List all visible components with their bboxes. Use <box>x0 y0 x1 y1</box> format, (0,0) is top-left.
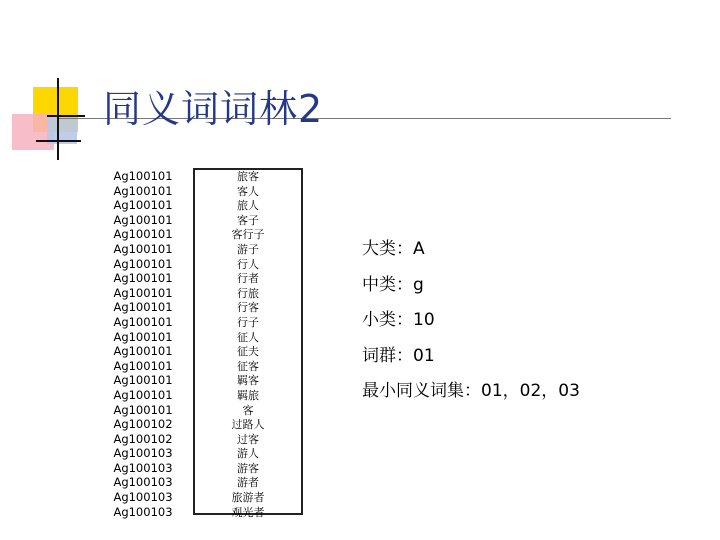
word-cell: 过路人 <box>231 418 265 432</box>
word-cell: 征人 <box>237 330 259 344</box>
code-cell: Ag100101 <box>113 169 173 183</box>
word-cell: 征客 <box>237 359 259 373</box>
word-cell: 过客 <box>237 432 259 446</box>
code-cell: Ag100103 <box>113 446 173 461</box>
word-cell: 客人 <box>237 184 259 198</box>
code-cell: Ag100101 <box>113 387 173 402</box>
word-cell: 客子 <box>237 213 259 227</box>
classification-info <box>362 232 580 410</box>
slide-title: 同义词词林2 <box>103 87 324 131</box>
word-cell: 羁旅 <box>237 388 259 402</box>
code-cell: Ag100101 <box>113 271 173 286</box>
word-column <box>195 170 301 520</box>
code-cell: Ag100102 <box>113 431 173 446</box>
word-cell: 客 <box>242 403 254 417</box>
code-cell: Ag100103 <box>113 460 173 475</box>
word-cell: 游子 <box>237 242 259 256</box>
code-cell: Ag100101 <box>113 402 173 417</box>
code-cell: Ag100101 <box>113 227 173 242</box>
code-cell: Ag100102 <box>113 417 173 432</box>
code-cell: Ag100103 <box>113 475 173 490</box>
major-class-label: 大类：A <box>362 239 425 259</box>
word-cell: 游者 <box>237 476 259 490</box>
word-cell: 旅游者 <box>231 491 265 505</box>
synonym-set-label: 最小同义词集：01，02，03 <box>362 381 580 401</box>
word-cell: 行子 <box>237 315 259 329</box>
code-cell: Ag100101 <box>113 241 173 256</box>
code-cell: Ag100101 <box>113 212 173 227</box>
code-cell: Ag100101 <box>113 373 173 388</box>
code-column <box>108 169 178 519</box>
code-cell: Ag100101 <box>113 285 173 300</box>
code-cell: Ag100101 <box>113 183 173 198</box>
code-cell: Ag100101 <box>113 314 173 329</box>
code-cell: Ag100103 <box>113 504 173 519</box>
word-cell: 行者 <box>237 272 259 286</box>
code-cell: Ag100101 <box>113 256 173 271</box>
word-cell: 羁客 <box>237 374 259 388</box>
word-cell: 行旅 <box>237 286 259 300</box>
word-cell: 客行子 <box>231 228 265 242</box>
word-cell: 游客 <box>237 461 259 475</box>
decor-horizontal-line-lower <box>36 140 81 142</box>
decor-horizontal-line <box>47 115 85 117</box>
minor-class-label: 小类：10 <box>362 310 435 330</box>
word-cell: 观光者 <box>231 505 265 519</box>
word-column-box <box>193 168 303 519</box>
code-cell: Ag100101 <box>113 329 173 344</box>
decor-vertical-line <box>57 78 59 160</box>
code-cell: Ag100101 <box>113 300 173 315</box>
middle-class-label: 中类：g <box>362 274 424 295</box>
code-cell: Ag100101 <box>113 198 173 213</box>
word-cell: 旅客 <box>237 170 259 183</box>
word-cell: 征夫 <box>237 345 259 359</box>
word-cell: 游人 <box>237 447 259 461</box>
code-cell: Ag100101 <box>113 358 173 373</box>
code-cell: Ag100101 <box>113 344 173 359</box>
code-cell: Ag100103 <box>113 490 173 505</box>
word-cell: 行人 <box>237 257 259 271</box>
word-cell: 行客 <box>237 301 259 315</box>
word-group-label: 词群：01 <box>362 345 435 366</box>
word-cell: 旅人 <box>237 199 259 213</box>
